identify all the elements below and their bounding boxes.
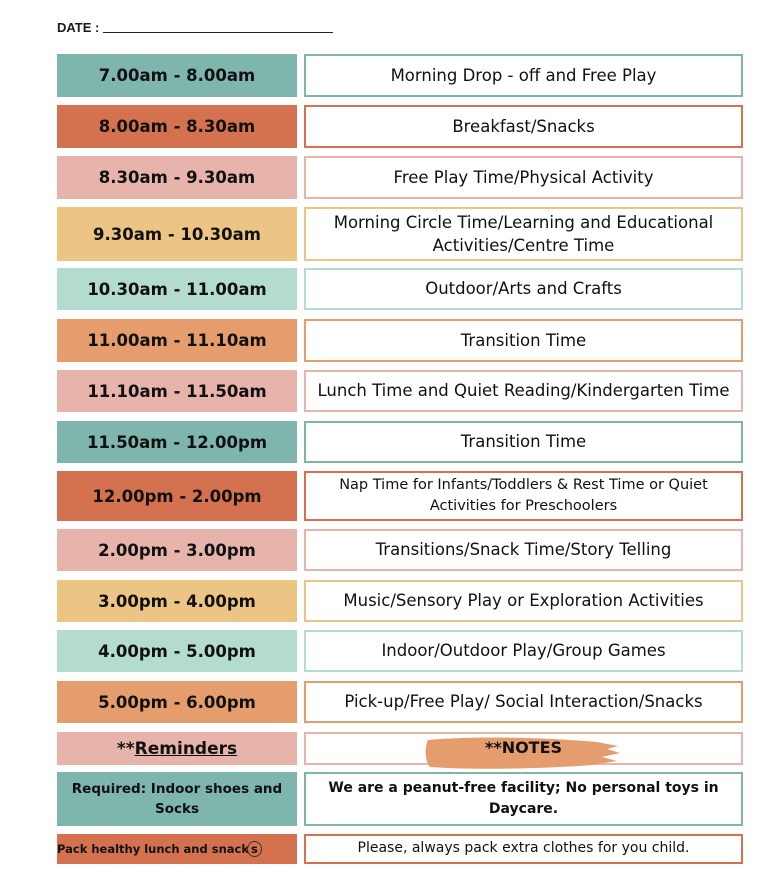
schedule-row	[57, 370, 743, 412]
activity-cell: Free Play Time/Physical Activity	[304, 156, 743, 199]
schedule-row	[57, 54, 743, 97]
activity-cell: Morning Drop - off and Free Play	[304, 54, 743, 97]
activity-cell: Pick-up/Free Play/ Social Interaction/Snacks	[304, 681, 743, 723]
pack-lunch-note	[57, 834, 297, 864]
notes-wrap	[312, 734, 735, 763]
activity-cell: Transition Time	[304, 319, 743, 362]
reminders-label: Reminders	[134, 738, 238, 759]
time-cell: 11.00am - 11.10am	[57, 319, 297, 362]
time-cell: 8.00am - 8.30am	[57, 105, 297, 148]
time-cell: 2.00pm - 3.00pm	[57, 529, 297, 571]
time-cell: 9.30am - 10.30am	[57, 207, 297, 261]
reminders-prefix: **	[116, 738, 135, 759]
date-label: DATE :	[57, 20, 100, 35]
footer-row	[57, 834, 743, 864]
schedule-row	[57, 630, 743, 672]
circled-letter: s	[247, 841, 262, 857]
schedule-row	[57, 156, 743, 199]
activity-cell: Transitions/Snack Time/Story Telling	[304, 529, 743, 571]
reminders-row	[57, 732, 743, 765]
activity-cell: Nap Time for Infants/Toddlers & Rest Time or Quiet Activities for Preschoolers	[304, 471, 743, 521]
time-cell: 3.00pm - 4.00pm	[57, 580, 297, 622]
activity-cell: Morning Circle Time/Learning and Educational Activities/Centre Time	[304, 207, 743, 261]
reminders-heading	[57, 732, 297, 765]
schedule-row	[57, 580, 743, 622]
time-cell: 11.10am - 11.50am	[57, 370, 297, 412]
facility-note: We are a peanut-free facility; No personal toys in Daycare.	[304, 772, 743, 826]
footer-row	[57, 772, 743, 826]
schedule-row	[57, 421, 743, 463]
activity-cell: Transition Time	[304, 421, 743, 463]
schedule-row	[57, 207, 743, 261]
date-field	[57, 20, 333, 35]
activity-cell: Lunch Time and Quiet Reading/Kindergarten Time	[304, 370, 743, 412]
time-cell: 12.00pm - 2.00pm	[57, 471, 297, 521]
time-cell: 10.30am - 11.00am	[57, 268, 297, 310]
time-cell: 5.00pm - 6.00pm	[57, 681, 297, 723]
time-cell: 7.00am - 8.00am	[57, 54, 297, 97]
notes-cell	[304, 732, 743, 765]
activity-cell: Outdoor/Arts and Crafts	[304, 268, 743, 310]
time-cell: 4.00pm - 5.00pm	[57, 630, 297, 672]
time-cell: 8.30am - 9.30am	[57, 156, 297, 199]
date-input-line[interactable]	[103, 31, 333, 33]
notes-label: **NOTES	[484, 738, 563, 758]
clothes-note: Please, always pack extra clothes for you child.	[304, 834, 743, 864]
activity-cell: Music/Sensory Play or Exploration Activities	[304, 580, 743, 622]
activity-cell: Indoor/Outdoor Play/Group Games	[304, 630, 743, 672]
schedule-row	[57, 268, 743, 310]
schedule-row	[57, 681, 743, 723]
schedule-row	[57, 471, 743, 521]
schedule-row	[57, 105, 743, 148]
required-items: Required: Indoor shoes and Socks	[57, 772, 297, 826]
schedule-row	[57, 529, 743, 571]
schedule-row	[57, 319, 743, 362]
pack-lunch-text: Pack healthy lunch and snack	[57, 842, 249, 856]
activity-cell: Breakfast/Snacks	[304, 105, 743, 148]
time-cell: 11.50am - 12.00pm	[57, 421, 297, 463]
